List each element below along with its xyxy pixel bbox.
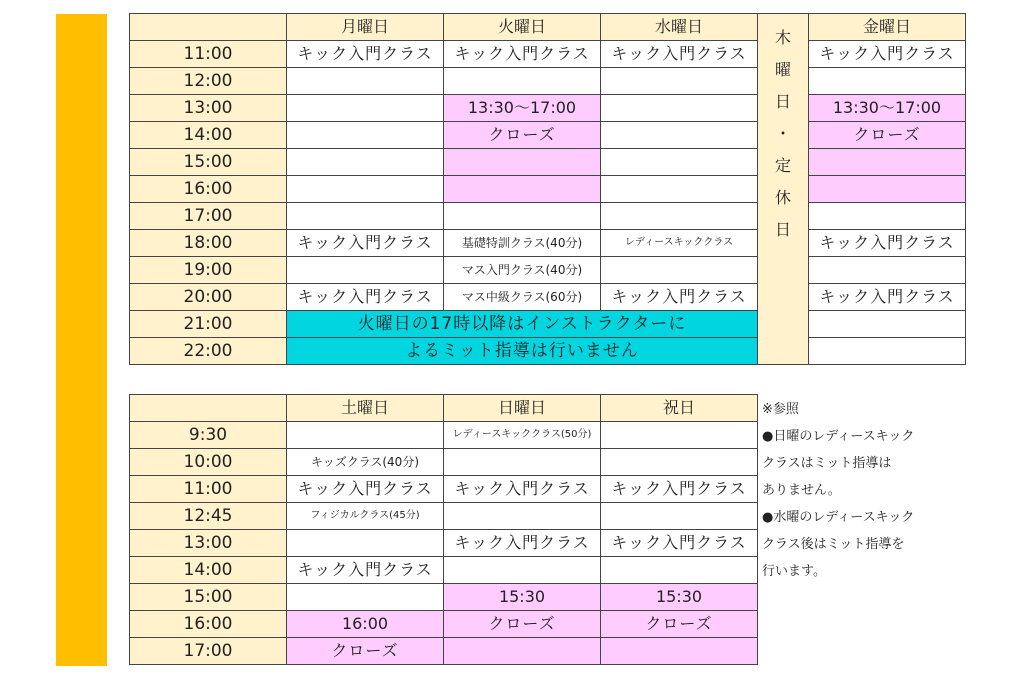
time-cell: 21:00 [130,311,287,338]
note-line: ●水曜のレディースキック [762,510,915,525]
header-sunday: 日曜日 [444,395,601,422]
time-cell: 15:00 [130,584,287,611]
closed-cell [809,149,966,176]
time-cell: 11:00 [130,41,287,68]
note-line: ※参照 [762,402,799,417]
table-row [130,122,966,149]
class-cell [601,68,758,95]
class-cell: キック入門クラス [287,230,444,257]
closed-time-cell: 15:30 [601,584,758,611]
table-row [130,476,758,503]
header-monday: 月曜日 [287,14,444,41]
header-tuesday: 火曜日 [444,14,601,41]
time-cell: 17:00 [130,203,287,230]
class-cell: キック入門クラス [601,476,758,503]
time-cell: 14:00 [130,122,287,149]
class-cell [444,503,601,530]
closed-cell: クローズ [601,611,758,638]
closed-time-cell: 16:00 [287,611,444,638]
weekend-schedule-table [129,394,758,665]
time-cell: 10:00 [130,449,287,476]
closed-cell [444,176,601,203]
class-cell [287,149,444,176]
class-cell: キック入門クラス [601,530,758,557]
table-row [130,203,966,230]
time-cell: 13:00 [130,530,287,557]
class-cell [287,68,444,95]
class-cell [809,203,966,230]
note-line: ●日曜のレディースキック [762,429,915,444]
closed-cell [444,638,601,665]
table-header-row [130,14,966,41]
time-cell: 9:30 [130,422,287,449]
header-friday: 金曜日 [809,14,966,41]
corner-cell [130,14,287,41]
table-row [130,338,966,365]
class-cell [287,95,444,122]
notice-banner-line2: よるミット指導は行いません [287,338,758,365]
class-cell: キック入門クラス [601,284,758,311]
time-cell: 19:00 [130,257,287,284]
closed-cell: クローズ [809,122,966,149]
class-cell: キック入門クラス [287,476,444,503]
note-line: 行います。 [762,564,826,579]
class-cell [444,557,601,584]
class-cell [287,530,444,557]
closed-time-cell: 13:30〜17:00 [809,95,966,122]
class-cell [287,176,444,203]
thursday-closed-label: 木 曜 日 ・ 定 休 日 [758,14,809,365]
closed-time-cell: 13:30〜17:00 [444,95,601,122]
table-row [130,503,758,530]
table-row [130,611,758,638]
class-cell [601,557,758,584]
time-cell: 11:00 [130,476,287,503]
class-cell [287,422,444,449]
class-cell: キッズクラス(40分) [287,449,444,476]
table-row [130,176,966,203]
note-line: ありません。 [762,483,841,498]
time-cell: 20:00 [130,284,287,311]
class-cell [601,95,758,122]
time-cell: 17:00 [130,638,287,665]
class-cell [287,203,444,230]
class-cell [601,503,758,530]
table-row [130,311,966,338]
class-cell: フィジカルクラス(45分) [287,503,444,530]
class-cell: キック入門クラス [809,41,966,68]
table-row [130,449,758,476]
class-cell: 基礎特訓クラス(40分) [444,230,601,257]
class-cell [601,203,758,230]
closed-cell: クローズ [444,122,601,149]
table-row [130,584,758,611]
time-cell: 22:00 [130,338,287,365]
header-holiday: 祝日 [601,395,758,422]
table-row [130,422,758,449]
class-cell [809,68,966,95]
time-cell: 12:00 [130,68,287,95]
closed-cell [809,176,966,203]
closed-cell: クローズ [444,611,601,638]
class-cell: キック入門クラス [809,230,966,257]
class-cell [444,449,601,476]
class-cell [287,122,444,149]
table-row [130,230,966,257]
note-line: クラス後はミット指導を [762,537,905,552]
time-cell: 16:00 [130,611,287,638]
closed-cell: クローズ [287,638,444,665]
time-cell: 14:00 [130,557,287,584]
reference-notes [762,396,962,585]
class-cell [601,257,758,284]
class-cell [601,449,758,476]
class-cell [444,68,601,95]
class-cell: マス入門クラス(40分) [444,257,601,284]
time-cell: 13:00 [130,95,287,122]
class-cell: キック入門クラス [444,530,601,557]
table-row [130,638,758,665]
table-row [130,557,758,584]
class-cell [444,203,601,230]
corner-cell [130,395,287,422]
class-cell [601,176,758,203]
time-cell: 18:00 [130,230,287,257]
class-cell: レディースキッククラス(50分) [444,422,601,449]
class-cell: キック入門クラス [287,284,444,311]
class-cell: キック入門クラス [444,41,601,68]
table-row [130,149,966,176]
time-cell: 15:00 [130,149,287,176]
table-row [130,284,966,311]
class-cell [287,584,444,611]
class-cell [809,311,966,338]
class-cell [287,257,444,284]
class-cell: キック入門クラス [287,41,444,68]
class-cell [809,338,966,365]
class-cell: キック入門クラス [601,41,758,68]
class-cell [601,422,758,449]
class-cell [601,149,758,176]
side-accent-bar [56,14,107,666]
class-cell: レディースキッククラス [601,230,758,257]
table-row [130,95,966,122]
table-row [130,530,758,557]
class-cell: キック入門クラス [444,476,601,503]
table-row [130,257,966,284]
class-cell: マス中級クラス(60分) [444,284,601,311]
time-cell: 12:45 [130,503,287,530]
class-cell [809,257,966,284]
note-line: クラスはミット指導は [762,456,892,471]
class-cell: キック入門クラス [809,284,966,311]
class-cell: キック入門クラス [287,557,444,584]
closed-time-cell: 15:30 [444,584,601,611]
header-wednesday: 水曜日 [601,14,758,41]
closed-cell [601,638,758,665]
class-cell [601,122,758,149]
table-row [130,68,966,95]
header-saturday: 土曜日 [287,395,444,422]
table-header-row [130,395,758,422]
time-cell: 16:00 [130,176,287,203]
weekday-schedule-table [129,13,966,365]
closed-cell [444,149,601,176]
notice-banner-line1: 火曜日の17時以降はインストラクターに [287,311,758,338]
table-row [130,41,966,68]
